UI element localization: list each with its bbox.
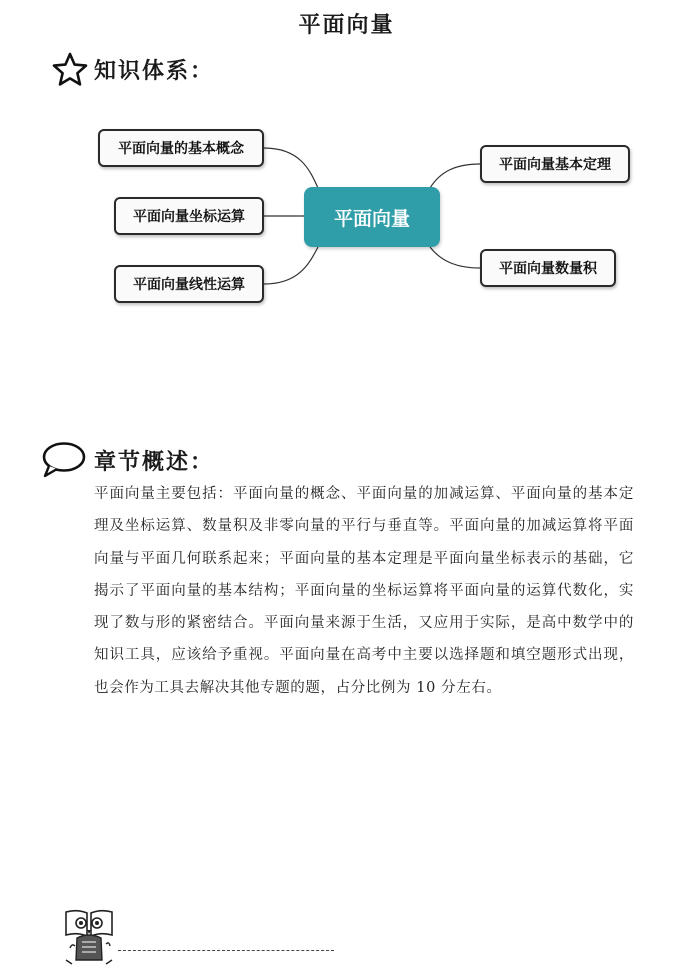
knowledge-heading: 知识体系：: [94, 58, 215, 84]
mindmap-node-basic-theorem: 平面向量基本定理: [480, 145, 630, 183]
overview-paragraph: 平面向量主要包括：平面向量的概念、平面向量的加减运算、平面向量的基本定理及坐标运算、数量积及非零向量的平行与垂直等。平面向量的加减运算将平面向量与平面几何联系起来；平面向量的基本定理是平面向量坐标表示的基础，它揭示了平面向量的基本结构；平面向量的坐标运算将平面向量的运算代数化，实现了数与形的紧密结合。平面向量来源于生活，又应用于实际，是高中数学中的知识工具，应该给予重视。平面向量在高考中主要以选择题和填空题形式出现，也会作为工具去解决其他专题的题，占分比例为 10 分左右。: [94, 486, 634, 696]
mindmap-center-node: 平面向量: [304, 187, 440, 247]
mindmap-node-linear-operations: 平面向量线性运算: [114, 265, 264, 303]
mindmap-node-dot-product: 平面向量数量积: [480, 249, 616, 287]
footer-divider: [118, 950, 334, 951]
owl-book-icon: [60, 908, 118, 966]
mindmap-node-coordinate-operations: 平面向量坐标运算: [114, 197, 264, 235]
page-title: 平面向量: [298, 13, 395, 38]
overview-heading: 章节概述：: [94, 449, 215, 475]
knowledge-mindmap: [0, 110, 693, 320]
overview-section-header: [40, 440, 214, 480]
star-icon: [52, 52, 88, 86]
speech-bubble-icon: [40, 440, 86, 480]
knowledge-section-header: [52, 52, 214, 86]
mindmap-node-basic-concepts: 平面向量的基本概念: [98, 129, 264, 167]
